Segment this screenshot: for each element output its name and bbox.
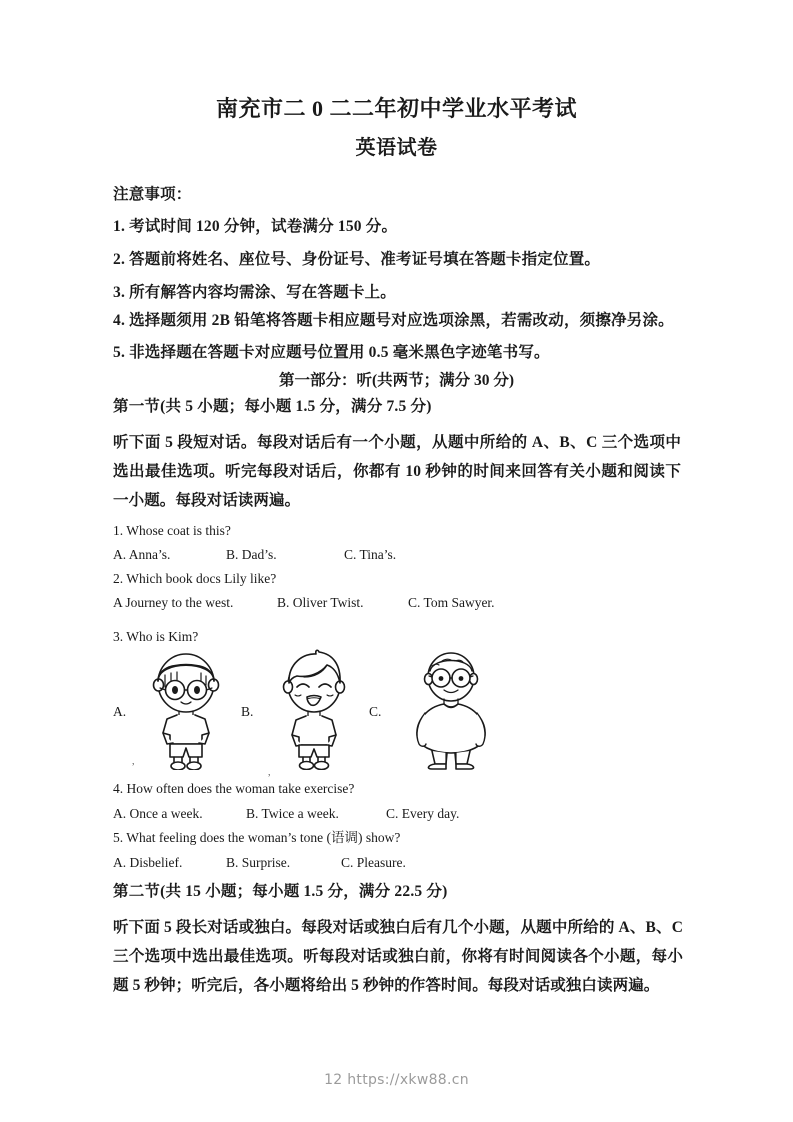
- question-5-option-c[interactable]: C. Pleasure.: [341, 855, 406, 870]
- question-5-stem: 5. What feeling does the woman’s tone (语调) show?: [113, 830, 401, 845]
- section-one-instructions: 听下面 5 段短对话。每段对话后有一个小题，从题中所给的 A、B、C 三个选项中选出最佳选项。听完每段对话后，你都有 10 秒钟的时间来回答有关小题和阅读下一小题。每段对话读两遍。: [113, 434, 681, 509]
- question-5-option-b[interactable]: B. Surprise.: [226, 855, 291, 870]
- question-3-option-c[interactable]: [369, 645, 509, 770]
- question-3-option-b-label: B.: [241, 704, 254, 719]
- question-2-options: [113, 596, 683, 610]
- question-2-option-a[interactable]: A Journey to the west.: [113, 595, 234, 610]
- question-2-option-b[interactable]: B. Oliver Twist.: [277, 595, 364, 610]
- notice-item-3: 3. 所有解答内容均需涂、写在答题卡上。: [113, 284, 397, 301]
- question-4-options: [113, 807, 683, 821]
- notice-item-2: 2. 答题前将姓名、座位号、身份证号、准考证号填在答题卡指定位置。: [113, 251, 601, 268]
- section-two-instructions: 听下面 5 段长对话或独白。每段对话或独白后有几个小题，从题中所给的 A、B、C 三个选项中选出最佳选项。听每段对话或独白前，你将有时间阅读各个小题，每小题 5 秒钟；听完后，各小题将给出 5 秒钟的作答时间。每段对话或独白读两遍。: [113, 919, 683, 994]
- question-3-option-a[interactable]: [113, 645, 243, 770]
- notice-item-5: 5. 非选择题在答题卡对应题号位置用 0.5 毫米黑色字迹笔书写。: [113, 344, 550, 361]
- section-two-heading: 第二节(共 15 小题；每小题 1.5 分，满分 22.5 分): [113, 883, 448, 900]
- question-4-option-a[interactable]: A. Once a week.: [113, 806, 203, 821]
- question-5-option-a[interactable]: A. Disbelief.: [113, 855, 183, 870]
- question-3-options: [113, 645, 683, 770]
- scan-speck: ,: [132, 756, 135, 767]
- question-2-stem: 2. Which book docs Lily like?: [113, 571, 277, 586]
- section-one-heading: 第一节(共 5 小题；每小题 1.5 分，满分 7.5 分): [113, 398, 432, 415]
- page-subtitle: 英语试卷: [355, 137, 438, 159]
- question-2-option-c[interactable]: C. Tom Sawyer.: [408, 595, 495, 610]
- question-1-option-c[interactable]: C. Tina’s.: [344, 547, 397, 562]
- question-4-option-b[interactable]: B. Twice a week.: [246, 806, 339, 821]
- watermark: 12 https://xkw88.cn: [324, 1072, 469, 1088]
- smiling-boy-figure: [271, 645, 357, 775]
- question-3-option-a-label: A.: [113, 704, 127, 719]
- question-4-stem: 4. How often does the woman take exercise?: [113, 781, 355, 796]
- scan-speck: ,: [268, 767, 271, 778]
- heavyset-man-figure: [401, 647, 501, 775]
- question-1-option-b[interactable]: B. Dad’s.: [226, 547, 277, 562]
- notice-heading: 注意事项：: [113, 186, 192, 203]
- question-1-option-a[interactable]: A. Anna’s.: [113, 547, 171, 562]
- question-3-option-b[interactable]: [241, 645, 371, 770]
- notice-item-4: 4. 选择题须用 2B 铅笔将答题卡相应题号对应选项涂黑，若需改动，须擦净另涂。: [113, 312, 674, 329]
- question-5-options: [113, 856, 683, 870]
- question-1-stem: 1. Whose coat is this?: [113, 523, 231, 538]
- notice-item-1: 1. 考试时间 120 分钟，试卷满分 150 分。: [113, 218, 398, 235]
- page-title: 南充市二 0 二二年初中学业水平考试: [215, 96, 577, 121]
- question-1-options: [113, 548, 683, 562]
- question-4-option-c[interactable]: C. Every day.: [386, 806, 460, 821]
- question-3-stem: 3. Who is Kim?: [113, 629, 199, 644]
- boy-with-glasses-figure: [143, 645, 229, 775]
- part-one-heading: 第一部分：听(共两节；满分 30 分): [278, 372, 515, 389]
- question-3-option-c-label: C.: [369, 704, 382, 719]
